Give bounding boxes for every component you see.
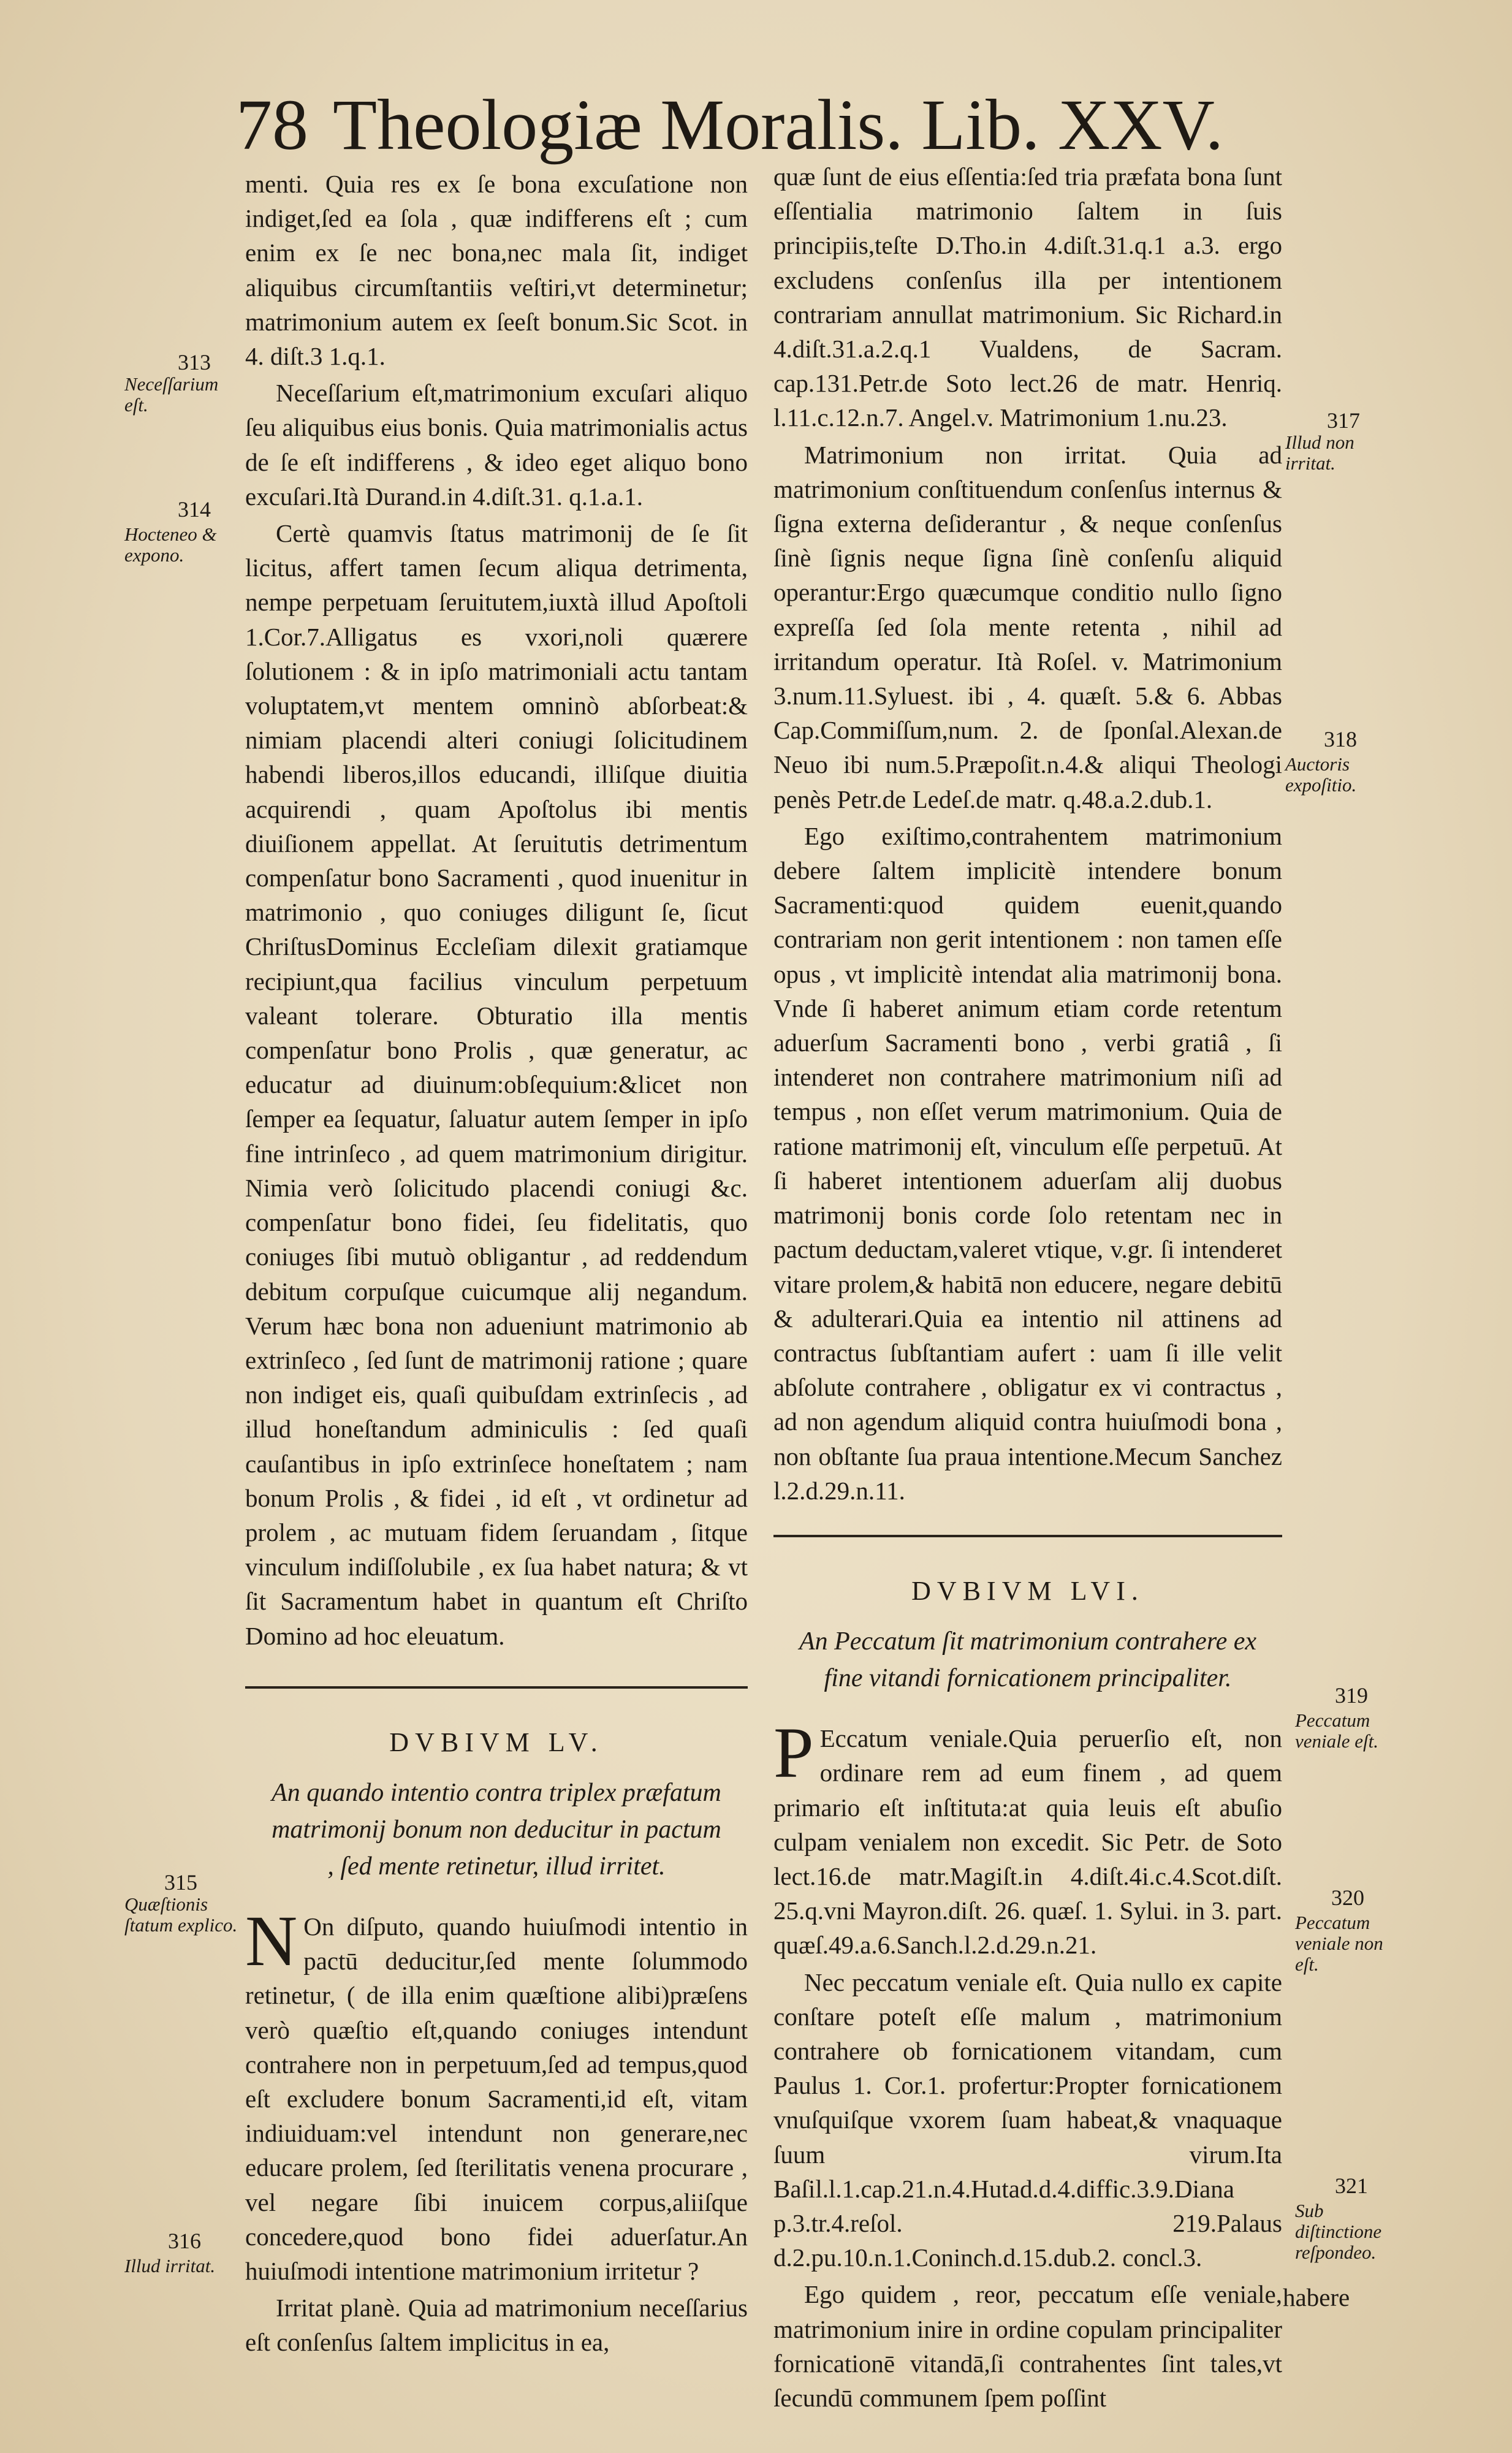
paragraph: Certè quamvis ſtatus matrimonij de ſe ſit licitus, affert tamen ſecum aliqua detrimenta, nempe perpetuam ſeruitutem,iuxtà illud Apoſtoli 1.Cor.7.Alligatus es vxori,noli quærere ſolutionem : & in ipſo matrimoniali actu tantam voluptatem,vt mentem omninò abſorbeat:& nimiam placendi alteri coniugi ſolicitudinem habendi liberos,illos educandi, illiſque diuitia acquirendi , quam Apoſtolus ibi mentis diuiſionem appellat. At ſeruitutis detrimentum compenſatur bono Sacramenti , quod inuenitur in matrimonio , quo coniuges diligunt ſe, ſicut ChriſtusDominus Eccleſiam dilexit gratiamque recipiunt,qua facilius vinculum perpetuum valeant tolerare. Obturatio illa mentis compenſatur bono Prolis , quæ generatur, ac educatur ad diuinum:obſequium:&licet non ſemper ea ſequatur, ſaluatur autem ſemper in ipſo fine intrinſeco , ad quem matrimonium dirigitur. Nimia verò ſolicitudo placendi coniugi &c. compenſatur bono fidei, ſeu fidelitatis, quo coniuges ſibi mutuò obligantur , ad reddendum debitum corpuſque cuicumque alij negandum. Verum hæc bona non adueniunt matrimonio ab extrinſeco , ſed ſunt de matrimonij ratione ; quare non indiget eis, quaſi quibuſdam extrinſecis , ad illud honeſtandum adminiculis : ſed quaſi cauſantibus in ipſo extrinſece honeſtatem ; nam bonum Prolis , & fidei , id eſt , vt ordinetur ad prolem , ac mutuam fidem ſeruandam , ſitque vinculum indiſſolubile , ex ſua habet natura; & vt ſit Sacramentum habet in quantum eſt Chriſto Domino ad hoc eleuatum. <box>245 519 748 1650</box>
page-number: 78 <box>236 85 308 165</box>
question-heading: An Peccatum ſit matrimonium contrahere ex fine vitandi fornicationem principaliter. <box>799 1627 1257 1693</box>
section-divider <box>773 1535 1282 1537</box>
paragraph: Neceſſarium eſt,matrimonium excuſari aliquo ſeu aliquibus eius bonis. Quia matrimonialis actus de ſe eſt indifferens , & ideo eget aliquo bono excuſari.Ità Durand.in 4.diſt.31. q.1.a.1. <box>245 379 748 511</box>
drop-cap: N <box>245 1900 298 1981</box>
margin-note: Illud non irritat. <box>1285 432 1354 474</box>
drop-cap: P <box>773 1713 814 1793</box>
margin-number: 314 <box>178 497 211 522</box>
margin-number: 319 <box>1335 1683 1368 1708</box>
dubium-heading: DVBIVM LVI. <box>911 1575 1144 1606</box>
margin-number: 317 <box>1327 408 1360 433</box>
margin-note: Neceſſarium eſt. <box>124 373 219 416</box>
paragraph: quæ ſunt de eius eſſentia:ſed tria præfata bona ſunt eſſentialia matrimonio ſaltem in ſuis principiis,teſte D.Tho.in 4.diſt.31.q.1 a.3. ergo excludens conſenſus illa per intentionem contrariam annullat matrimonium. Sic Richard.in 4.diſt.31.a.2.q.1 Vualdens, de Sacram. cap.131.Petr.de Soto lect.26 de matr. Henriq. l.11.c.12.n.7. Angel.v. Matrimonium 1.nu.23. <box>773 162 1282 432</box>
paragraph: Nec peccatum veniale eſt. Quia nullo ex capite conſtare poteſt eſſe malum , matrimonium contrahere ob fornicationem vitandam, cum Paulus 1. Cor.1. profertur:Propter fornicationem vnuſquiſque vxorem ſuam habeat,& vnaquaque ſuum virum.Ita Baſil.l.1.cap.21.n.4.Hutad.d.4.diffic.3.9.Diana p.3.tr.4.reſol. 219.Palaus d.2.pu.10.n.1.Coninch.d.15.dub.2. concl.3. <box>773 1968 1282 2272</box>
paragraph: P Eccatum veniale.Quia peruerſio eſt, non ordinare rem ad eum finem , ad quem primario eſt inſtituta:at quia leuis eſt abuſio culpam venialem non excedit. Sic Petr. de Soto lect.16.de matr.Magiſt.in 4.diſt.4i.c.4.Scot.diſt. 25.q.vni Mayron.diſt. 26. quæſ. 1. Sylui. in 3. part. quæſ.49.a.6.Sanch.l.2.d.29.n.21. <box>773 1713 1282 1960</box>
margin-note: Hocteneo & expono. <box>124 523 217 566</box>
left-column <box>245 167 748 2362</box>
margin-note: Auctoris expoſitio. <box>1285 753 1357 796</box>
margin-number: 318 <box>1324 727 1357 751</box>
paragraph: Matrimonium non irritat. Quia ad matrimonium conſtituendum conſenſus internus & ſigna externa deſiderantur , & neque conſenſus ſinè ſignis neque ſigna ſinè conſenſu aliquid operantur:Ergo quæcumque conditio nullo ſigno expreſſa ſed ſola mente retenta , nihil ad irritandum operatur. Ità Roſel. v. Matrimonium 3.num.11.Syluest. ibi , 4. quæſt. 5.& 6. Abbas Cap.Commiſſum,num. 2. de ſponſal.Alexan.de Neuo ibi num.5.Præpoſit.n.4.& aliqui Theologi penès Petr.de Ledeſ.de matr. q.48.a.2.dub.1. <box>773 440 1282 813</box>
paragraph: Ego exiſtimo,contrahentem matrimonium debere ſaltem implicitè intendere bonum Sacramenti:quod quidem euenit,quando contrariam non gerit intentionem : non tamen eſſe opus , vt implicitè intendat alia matrimonij bona. Vnde ſi haberet animum etiam corde retentum aduerſum Sacramenti bono , verbi gratiâ , ſi intenderet non contrahere matrimonium niſi ad tempus , non eſſet verum matrimonium. Quia de ratione matrimonij eſt, vinculum eſſe perpetuū. At ſi haberet intentionem aduerſam alij duobus matrimonij bonis corde ſolo retentam nec in pactum deductam,valeret vtique, v.gr. ſi intenderet vitare prolem,& habitā non educere, negare debitū & adulterari.Quia ea intentio nil attinens ad contractus ſubſtantiam aufert : uam ſi ille velit abſolute contrahere , obligatur ex vi contractus , ad non agendum aliquid contra huiuſmodi bona , non obſtante ſua praua intentione.Mecum Sanchez l.2.d.29.n.11. <box>773 821 1282 1505</box>
margin-note: Peccatum veniale non eſt. <box>1295 1912 1383 1975</box>
margin-note: Illud irritat. <box>124 2255 216 2276</box>
margin-number: 320 <box>1331 1885 1364 1910</box>
paragraph: Ego quidem , reor, peccatum eſſe veniale, matrimonium inire in ordine copulam principaliter fornicationē vitandā,ſi contrahentes ſint tales,vt ſecundū communem ſpem poſſint <box>773 2280 1282 2412</box>
section-divider <box>245 1686 748 1689</box>
margin-note: Sub diſtinctione reſpondeo. <box>1295 2200 1382 2263</box>
page-header <box>236 85 1266 165</box>
paragraph: menti. Quia res ex ſe bona excuſatione non indiget,ſed ea ſola , quæ indifferens eſt ; cum enim ex ſe nec bona,nec mala ſit, indiget aliquibus circumſtantiis veſtiri,vt determinetur; matrimonium autem ex ſeeſt bonum.Sic Scot. in 4. diſt.3 1.q.1. <box>245 170 748 371</box>
right-column <box>773 159 1282 2417</box>
margin-number: 313 <box>178 350 211 375</box>
dubium-heading: DVBIVM LV. <box>389 1727 604 1757</box>
paragraph: Irritat planè. Quia ad matrimonium neceſſarius eſt conſenſus ſaltem implicitus in ea, <box>245 2294 748 2357</box>
margin-note: Peccatum veniale eſt. <box>1295 1709 1378 1752</box>
catchword: habere <box>1283 2283 1350 2311</box>
running-title: Theologiæ Moralis. Lib. XXV. <box>333 85 1224 165</box>
question-heading: An quando intentio contra triplex præfatum matrimonij bonum non deducitur in pactum , ſed mente retinetur, illud irritet. <box>272 1778 721 1881</box>
paragraph: N On diſputo, quando huiuſmodi intentio in pactū deducitur,ſed mente ſolummodo retinetur, ( de illa enim quæſtione alibi)præſens verò quæſtio eſt,quando coniuges intendunt contrahere non in perpetuum,ſed ad tempus,quod eſt excludere bonum Sacramenti,id eſt, vitam indiuiduam:vel intendunt non generare,nec educare prolem, ſed ſterilitatis venena procurare , vel negare ſibi inuicem corpus,aliiſque concedere,quod bono fidei aduerſatur.An huiuſmodi intentione matrimonium irritetur ? <box>245 1900 748 2285</box>
margin-number: 315 <box>164 1870 197 1895</box>
margin-number: 316 <box>168 2229 201 2253</box>
margin-note: Quæſtionis ſtatum explico. <box>124 1893 238 1936</box>
margin-number: 321 <box>1335 2173 1368 2198</box>
